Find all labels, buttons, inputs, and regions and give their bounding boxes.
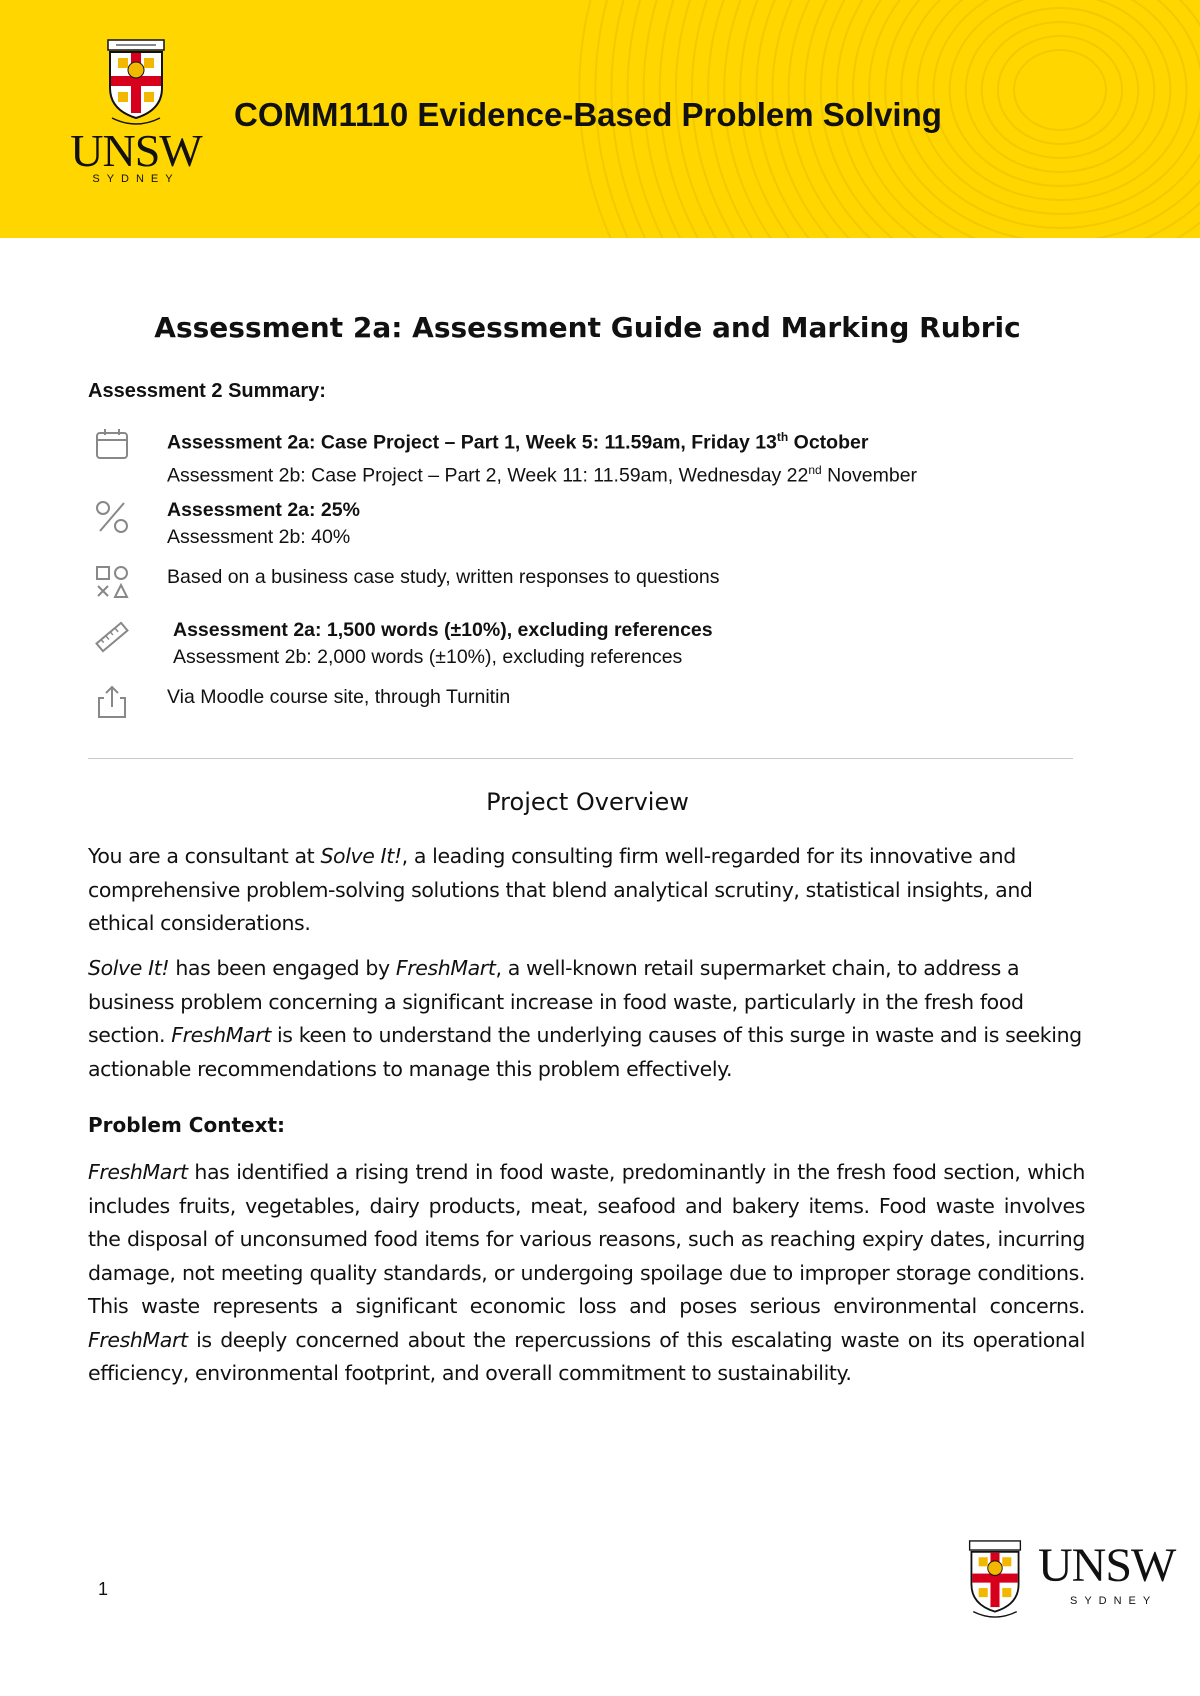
section-divider bbox=[88, 758, 1073, 759]
format-text bbox=[167, 564, 719, 591]
shapes-icon bbox=[94, 564, 130, 600]
summary-item-submission bbox=[88, 684, 1088, 724]
banner-ring bbox=[966, 8, 1155, 172]
project-overview-heading: Project Overview bbox=[486, 788, 689, 816]
page-number: 1 bbox=[98, 1579, 109, 1599]
upload-icon bbox=[94, 684, 130, 720]
overview-paragraph-2: Solve It! has been engaged by FreshMart, a well-known retail supermarket chain, to address a business problem concerning a significant increase in food waste, particularly in the fresh food section. FreshMart is keen to understand the underlying causes of this surge in waste and is seeking actionable recommendations to manage this problem effectively. bbox=[88, 956, 1082, 1081]
submission-method: Via Moodle course site, through Turnitin bbox=[167, 686, 511, 708]
weighting-2b: Assessment 2b: 40% bbox=[167, 526, 351, 548]
unsw-logo bbox=[60, 38, 212, 188]
unsw-wordmark: UNSW bbox=[1038, 1539, 1176, 1592]
weighting-2a: Assessment 2a: 25% bbox=[167, 499, 360, 521]
summary-item-due-dates bbox=[88, 424, 1088, 486]
due-dates-text bbox=[167, 424, 917, 489]
length-text bbox=[173, 617, 713, 671]
header-banner bbox=[0, 0, 1200, 238]
problem-context-paragraph: FreshMart has identified a rising trend in food waste, predominantly in the fresh food section, which includes fruits, vegetables, dairy products, meat, seafood and bakery items. Food waste involves the disposal of unconsumed food items for various reasons, such as reaching expiry dates, incurring damage, not meeting quality standards, or undergoing spoilage due to improper storage conditions. This waste represents a significant economic loss and poses serious environmental concerns. FreshMart is deeply concerned about the repercussions of this escalating waste on its operational efficiency, environmental footprint, and overall commitment to sustainability. bbox=[88, 1160, 1085, 1385]
unsw-subtitle: SYDNEY bbox=[1070, 1595, 1158, 1607]
unsw-wordmark: UNSW bbox=[70, 125, 202, 176]
summary-item-weighting bbox=[88, 497, 1088, 551]
summary-item-length bbox=[88, 617, 1088, 671]
course-title: COMM1110 Evidence-Based Problem Solving bbox=[234, 96, 942, 133]
unsw-crest-icon bbox=[966, 1538, 1024, 1620]
unsw-footer-logo bbox=[966, 1538, 1176, 1620]
length-2a: Assessment 2a: 1,500 words (±10%), excluding references bbox=[173, 619, 713, 641]
summary-title: Assessment 2 Summary: bbox=[88, 380, 326, 402]
banner-ring bbox=[901, 0, 1200, 228]
format-description: Based on a business case study, written responses to questions bbox=[167, 566, 720, 588]
banner-ring bbox=[917, 0, 1200, 214]
banner-ring bbox=[998, 36, 1122, 144]
percent-icon bbox=[94, 499, 130, 535]
problem-context-heading: Problem Context: bbox=[88, 1113, 286, 1137]
banner-ring bbox=[982, 22, 1138, 158]
unsw-subtitle: SYDNEY bbox=[92, 173, 180, 185]
summary-item-format bbox=[88, 564, 1088, 604]
banner-ring bbox=[1014, 50, 1106, 130]
document-title: Assessment 2a: Assessment Guide and Marking Rubric bbox=[154, 311, 1021, 344]
due-date-2a: Assessment 2a: Case Project – Part 1, Week 5: 11.59am, Friday 13th October bbox=[167, 430, 869, 454]
unsw-crest-icon bbox=[104, 38, 168, 126]
ruler-icon bbox=[94, 619, 130, 655]
banner-ring bbox=[934, 0, 1187, 200]
overview-paragraph-1: You are a consultant at Solve It!, a leading consulting firm well-regarded for its innovative and comprehensive problem-solving solutions that blend analytical scrutiny, statistical insights, and ethical considerations. bbox=[88, 844, 1033, 935]
submission-text bbox=[167, 684, 510, 711]
length-2b: Assessment 2b: 2,000 words (±10%), excluding references bbox=[173, 646, 683, 668]
calendar-icon bbox=[94, 426, 130, 462]
weighting-text bbox=[167, 497, 360, 551]
due-date-2b: Assessment 2b: Case Project – Part 2, Week 11: 11.59am, Wednesday 22nd November bbox=[167, 462, 918, 486]
